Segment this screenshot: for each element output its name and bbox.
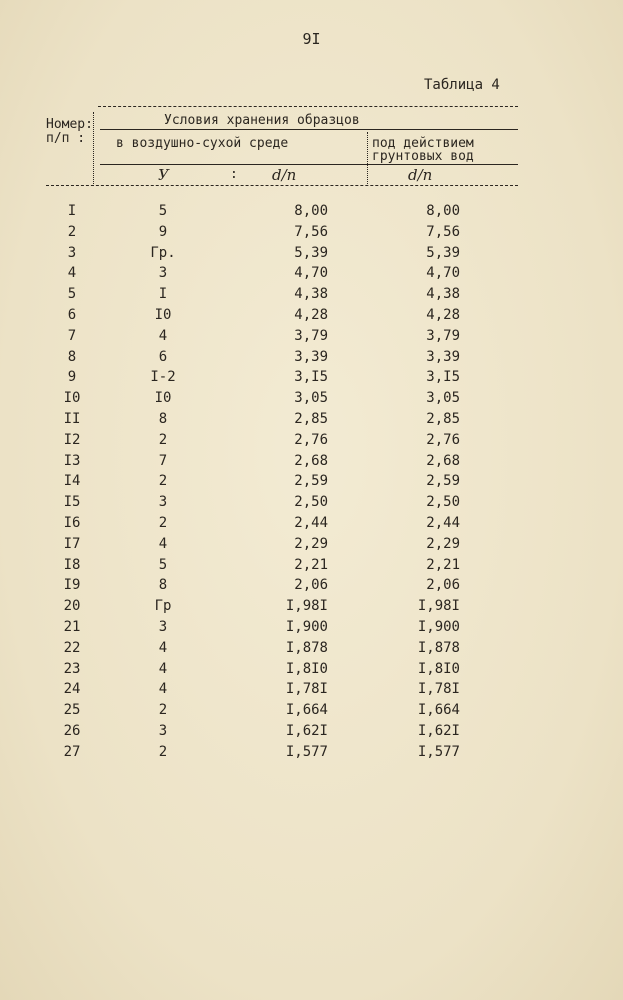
header-conditions: Условия хранения образцов bbox=[164, 113, 360, 128]
row-number: 20 bbox=[63, 598, 81, 615]
row-air-value: 2,44 bbox=[294, 515, 328, 531]
row-number: I7 bbox=[63, 535, 81, 552]
row-y-value: 2 bbox=[158, 702, 168, 719]
row-soil-value: 5,39 bbox=[426, 244, 460, 261]
row-number: I bbox=[67, 203, 77, 219]
row-air-value: I,664 bbox=[285, 702, 328, 719]
table-row bbox=[0, 284, 623, 305]
table-row bbox=[0, 243, 623, 264]
row-number: 5 bbox=[67, 286, 77, 303]
row-soil-value: 3,I5 bbox=[426, 369, 460, 386]
row-number: 27 bbox=[63, 743, 81, 760]
row-soil-value: 2,21 bbox=[426, 556, 460, 573]
header-pp: п/п : bbox=[46, 131, 86, 146]
row-number: 4 bbox=[67, 265, 77, 282]
row-air-value: 3,05 bbox=[294, 390, 328, 407]
row-number: 9 bbox=[67, 369, 77, 386]
row-soil-value: I,900 bbox=[417, 619, 460, 635]
row-air-value: I,98I bbox=[285, 598, 328, 615]
row-number: I6 bbox=[63, 515, 81, 531]
row-number: I4 bbox=[63, 473, 81, 490]
top-rule bbox=[98, 106, 518, 107]
row-air-value: I,900 bbox=[285, 619, 328, 635]
symbol-y: У bbox=[158, 166, 169, 184]
row-y-value: 4 bbox=[158, 660, 168, 677]
row-y-value: I0 bbox=[154, 390, 172, 407]
row-soil-value: I,62I bbox=[417, 723, 460, 739]
table-row bbox=[0, 263, 623, 284]
row-number: I0 bbox=[63, 390, 81, 407]
row-number: II bbox=[63, 411, 81, 427]
row-number: 2 bbox=[67, 223, 77, 240]
table-row bbox=[0, 326, 623, 347]
row-soil-value: 8,00 bbox=[426, 203, 460, 219]
row-y-value: Гр bbox=[154, 598, 172, 615]
header-air-dry: в воздушно-сухой среде bbox=[116, 136, 289, 151]
row-y-value: I-2 bbox=[150, 369, 176, 386]
row-number: 22 bbox=[63, 639, 81, 656]
number-separator bbox=[93, 112, 94, 186]
row-soil-value: I,98I bbox=[417, 598, 460, 615]
row-number: I8 bbox=[63, 556, 81, 573]
row-air-value: 4,70 bbox=[294, 265, 328, 282]
row-y-value: 8 bbox=[158, 411, 168, 427]
row-number: 3 bbox=[67, 244, 77, 261]
row-y-value: 2 bbox=[158, 431, 168, 448]
row-number: 8 bbox=[67, 348, 77, 365]
table-row bbox=[0, 721, 623, 742]
row-air-value: 7,56 bbox=[294, 223, 328, 240]
table-row bbox=[0, 617, 623, 638]
row-soil-value: 3,39 bbox=[426, 348, 460, 365]
colon-marker: : bbox=[230, 167, 238, 182]
row-y-value: 9 bbox=[158, 223, 168, 240]
table-row bbox=[0, 513, 623, 534]
row-y-value: 2 bbox=[158, 515, 168, 531]
row-soil-value: 2,44 bbox=[426, 515, 460, 531]
table-row bbox=[0, 471, 623, 492]
row-y-value: I0 bbox=[154, 307, 172, 323]
table-row bbox=[0, 638, 623, 659]
table-row bbox=[0, 575, 623, 596]
table-row bbox=[0, 596, 623, 617]
row-air-value: I,62I bbox=[285, 723, 328, 739]
row-y-value: 4 bbox=[158, 639, 168, 656]
row-air-value: 2,29 bbox=[294, 535, 328, 552]
row-y-value: 4 bbox=[158, 327, 168, 344]
table-row bbox=[0, 430, 623, 451]
row-soil-value: 4,28 bbox=[426, 307, 460, 323]
row-y-value: 3 bbox=[158, 494, 168, 511]
table-row bbox=[0, 201, 623, 222]
row-air-value: 2,59 bbox=[294, 473, 328, 490]
header-bottom-rule bbox=[46, 185, 518, 186]
table-row bbox=[0, 492, 623, 513]
page-number: 9I bbox=[302, 30, 321, 48]
row-air-value: I,78I bbox=[285, 681, 328, 698]
row-y-value: 7 bbox=[158, 452, 168, 469]
symbol-dn-air: d/n bbox=[272, 166, 297, 184]
row-y-value: 3 bbox=[158, 723, 168, 739]
table-row bbox=[0, 700, 623, 721]
row-number: 6 bbox=[67, 307, 77, 323]
row-y-value: 3 bbox=[158, 619, 168, 635]
row-soil-value: I,664 bbox=[417, 702, 460, 719]
column-separator bbox=[367, 132, 368, 186]
row-soil-value: 4,38 bbox=[426, 286, 460, 303]
row-number: I9 bbox=[63, 577, 81, 594]
table-row bbox=[0, 451, 623, 472]
row-soil-value: 4,70 bbox=[426, 265, 460, 282]
header-number: Номер: bbox=[46, 117, 93, 132]
table-row bbox=[0, 222, 623, 243]
row-number: I2 bbox=[63, 431, 81, 448]
row-soil-value: I,878 bbox=[417, 639, 460, 656]
row-soil-value: 2,85 bbox=[426, 411, 460, 427]
table-row bbox=[0, 305, 623, 326]
table-row bbox=[0, 555, 623, 576]
table-row bbox=[0, 679, 623, 700]
row-air-value: I,878 bbox=[285, 639, 328, 656]
row-air-value: 3,79 bbox=[294, 327, 328, 344]
table-row bbox=[0, 367, 623, 388]
row-number: 25 bbox=[63, 702, 81, 719]
conditions-rule bbox=[100, 129, 518, 130]
row-air-value: I,8I0 bbox=[285, 660, 328, 677]
row-soil-value: 2,29 bbox=[426, 535, 460, 552]
row-air-value: 2,06 bbox=[294, 577, 328, 594]
table-caption: Таблица 4 bbox=[424, 77, 500, 93]
subheader-rule bbox=[100, 164, 518, 165]
row-y-value: I bbox=[158, 286, 168, 303]
row-air-value: 4,28 bbox=[294, 307, 328, 323]
row-soil-value: I,577 bbox=[417, 743, 460, 760]
row-number: 7 bbox=[67, 327, 77, 344]
row-air-value: 2,85 bbox=[294, 411, 328, 427]
row-y-value: 8 bbox=[158, 577, 168, 594]
row-soil-value: 2,76 bbox=[426, 431, 460, 448]
row-y-value: 5 bbox=[158, 203, 168, 219]
row-air-value: 5,39 bbox=[294, 244, 328, 261]
row-air-value: 8,00 bbox=[294, 203, 328, 219]
row-air-value: 3,I5 bbox=[294, 369, 328, 386]
header-soil-line2: грунтовых вод bbox=[372, 149, 474, 164]
row-number: 26 bbox=[63, 723, 81, 739]
row-air-value: 4,38 bbox=[294, 286, 328, 303]
header-soil-line1: под действием bbox=[372, 136, 474, 151]
table-row bbox=[0, 409, 623, 430]
row-number: 21 bbox=[63, 619, 81, 635]
row-air-value: 2,21 bbox=[294, 556, 328, 573]
table-row bbox=[0, 534, 623, 555]
row-soil-value: 2,50 bbox=[426, 494, 460, 511]
symbol-dn-soil: d/n bbox=[408, 166, 433, 184]
row-soil-value: 2,68 bbox=[426, 452, 460, 469]
row-y-value: 2 bbox=[158, 743, 168, 760]
row-y-value: Гр. bbox=[150, 244, 176, 261]
row-number: I5 bbox=[63, 494, 81, 511]
row-soil-value: 3,79 bbox=[426, 327, 460, 344]
table-row bbox=[0, 347, 623, 368]
row-number: 23 bbox=[63, 660, 81, 677]
row-y-value: 3 bbox=[158, 265, 168, 282]
row-air-value: 2,68 bbox=[294, 452, 328, 469]
row-air-value: 2,76 bbox=[294, 431, 328, 448]
table-row bbox=[0, 659, 623, 680]
row-soil-value: 2,59 bbox=[426, 473, 460, 490]
table-row bbox=[0, 388, 623, 409]
table-row bbox=[0, 742, 623, 763]
row-air-value: I,577 bbox=[285, 743, 328, 760]
row-y-value: 5 bbox=[158, 556, 168, 573]
row-y-value: 6 bbox=[158, 348, 168, 365]
row-soil-value: 7,56 bbox=[426, 223, 460, 240]
row-y-value: 4 bbox=[158, 535, 168, 552]
row-soil-value: I,78I bbox=[417, 681, 460, 698]
row-number: 24 bbox=[63, 681, 81, 698]
row-soil-value: 2,06 bbox=[426, 577, 460, 594]
row-soil-value: 3,05 bbox=[426, 390, 460, 407]
row-y-value: 4 bbox=[158, 681, 168, 698]
row-y-value: 2 bbox=[158, 473, 168, 490]
row-number: I3 bbox=[63, 452, 81, 469]
row-soil-value: I,8I0 bbox=[417, 660, 460, 677]
row-air-value: 3,39 bbox=[294, 348, 328, 365]
row-air-value: 2,50 bbox=[294, 494, 328, 511]
